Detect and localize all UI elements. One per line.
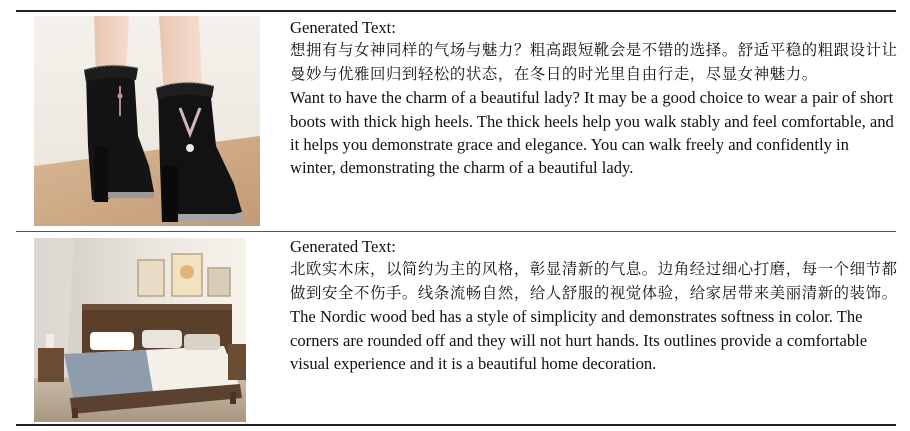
english-text: The Nordic wood bed has a style of simplicity and demonstrates softness in color. The corners are rounded off and they will not hurt hands. Its outlines provide a comfortable visual experience and it is a beautiful home decoration. <box>290 307 868 374</box>
row-divider <box>16 231 896 232</box>
table-bottom-rule <box>16 424 896 426</box>
product-image-boots <box>34 16 260 226</box>
product-image-bed <box>34 238 246 422</box>
generated-text-block <box>290 235 898 375</box>
generated-text-block <box>290 16 898 180</box>
generated-text-heading: Generated Text: <box>290 18 396 37</box>
table-row <box>16 12 896 230</box>
generated-text-heading: Generated Text: <box>290 237 396 256</box>
chinese-text: 北欧实木床，以简约为主的风格，彰显清新的气息。边角经过细心打磨，每一个细节都做到安全不伤手。线条流畅自然，给人舒服的视觉体验，给家居带来美丽清新的装饰。 <box>290 260 898 302</box>
english-text: Want to have the charm of a beautiful lady? It may be a good choice to wear a pair of short boots with thick high heels. The thick heels help you walk stably and feel comfortable, and it helps you demonstrate grace and elegance. You can walk freely and confidently in winter, demonstrating the charm of a beautiful lady. <box>290 88 894 178</box>
table-row <box>16 233 896 423</box>
chinese-text: 想拥有与女神同样的气场与魅力？粗高跟短靴会是不错的选择。舒适平稳的粗跟设计让曼妙与优雅回归到轻松的状态，在冬日的时光里自由行走，尽显女神魅力。 <box>290 41 898 83</box>
